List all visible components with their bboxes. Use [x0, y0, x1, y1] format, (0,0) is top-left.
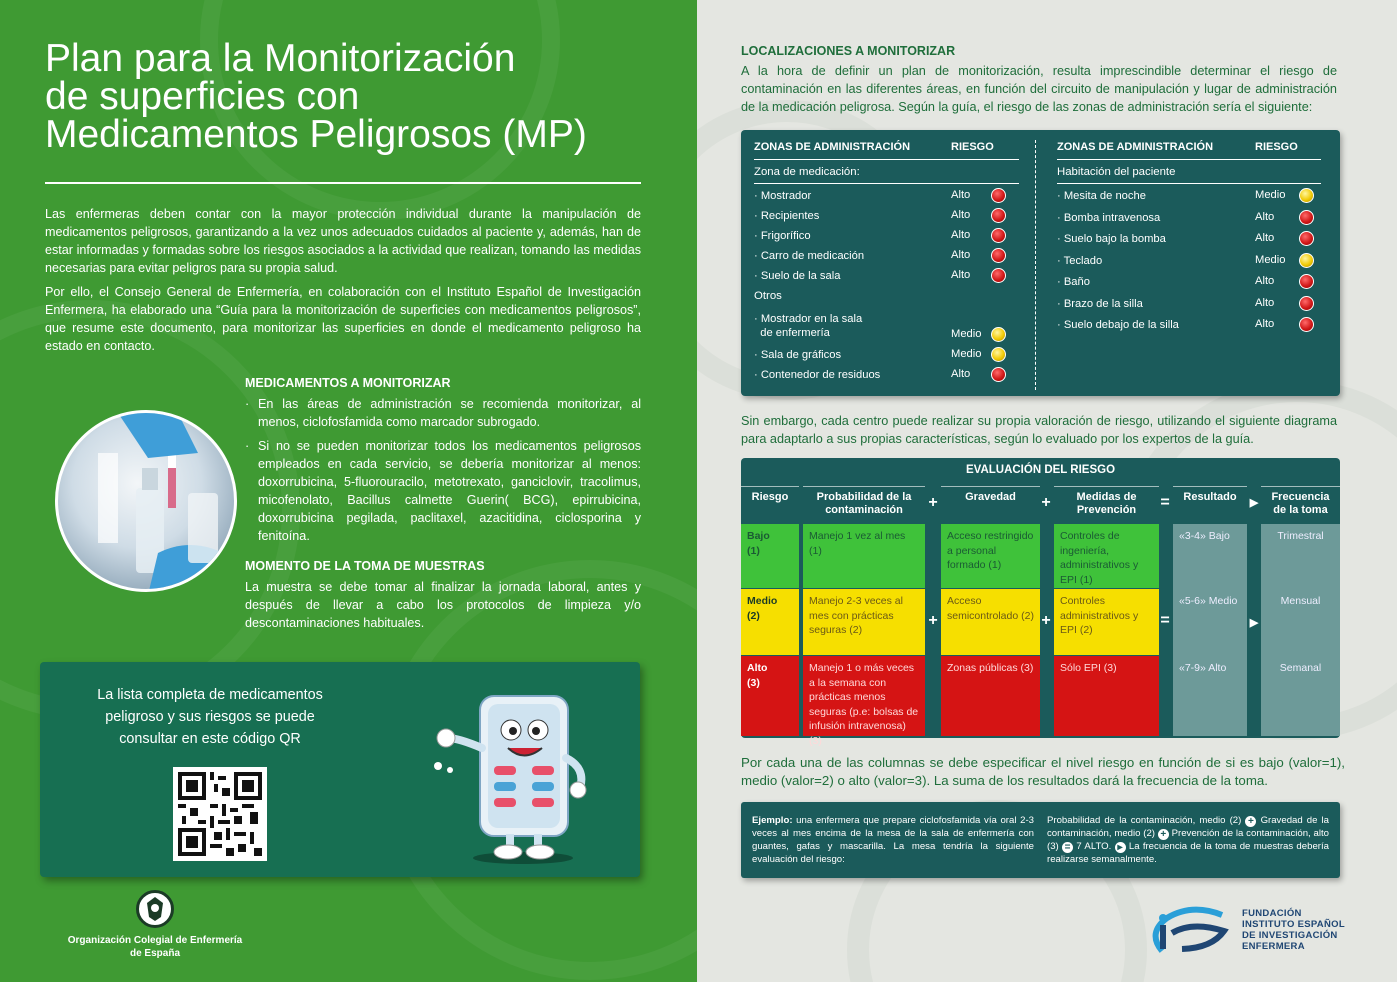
col-zone: ZONAS DE ADMINISTRACIÓN: [1057, 141, 1214, 153]
intro-paragraph: Las enfermeras deben contar con la mayor protección individual durante la manipulación de medicamentos peligrosos, garantizando a la vez unos adecuados cuidados al paciente y, además, han de estar informadas y formadas sobre los riesgos asociados a la actividad que realizan, tomando las medidas necesarias para evitar peligros para su propia salud.: [45, 207, 641, 275]
zone-row: · Recipientes: [754, 210, 820, 222]
risk-high-icon: [1299, 210, 1314, 225]
example-text: Ejemplo: una enfermera que prepare ciclofosfamida vía oral 2-3 veces al mes encima de la mesa de la sala de enfermería con guantes, gafas y mascarilla. La mesa tendría la siguiente evaluación del riesgo:: [752, 815, 1034, 865]
freq-cell: Semanal: [1279, 662, 1322, 674]
grav-cell: Acceso restringido a personal formado (1): [941, 524, 1040, 588]
risk-evaluation-table: [741, 458, 1340, 747]
result-cell: «7-9» Alto: [1179, 662, 1227, 674]
org-emblem-icon: [136, 890, 174, 928]
qr-text: La lista completa de medicamentos peligroso y sus riesgos se puede consultar en este código QR: [97, 687, 323, 747]
risk-high-icon: [991, 268, 1006, 283]
prob-cell: Manejo 2-3 veces al mes con prácticas seguras (2): [803, 589, 925, 655]
equals-icon: =: [1160, 494, 1170, 511]
col-zone: ZONAS DE ADMINISTRACIÓN: [754, 141, 911, 153]
equals-icon: =: [1160, 612, 1170, 629]
zone-row: · Contenedor de residuos: [754, 369, 881, 381]
zone-row: · Sala de gráficos: [754, 349, 842, 361]
eval-title: EVALUACIÓN DEL RIESGO: [965, 464, 1116, 476]
title-divider: [45, 182, 641, 184]
sample-section: [245, 559, 641, 632]
zone-row: · Teclado: [1057, 255, 1103, 267]
org-name: Organización Colegial de Enfermería: [67, 935, 243, 946]
page-title: Plan para la Monitorización de superficies con Medicamentos Peligrosos (MP): [45, 37, 587, 156]
prev-cell: Sólo EPI (3): [1054, 656, 1159, 736]
zone-row: · Carro de medicación: [754, 250, 865, 262]
zone-group: Zona de medicación:: [754, 166, 860, 178]
plus-circle-icon: +: [1158, 829, 1169, 840]
freq-column: [1261, 524, 1340, 736]
qr-box: [40, 662, 640, 877]
lab-photo: [55, 410, 237, 592]
zones-table: ZONAS DE ADMINISTRACIÓN RIESGO Zona de medicación: · Mostrador Alto · Recipientes Alto · Frigorífico Alto · Carro de medicación Alto · Suelo de la sala Alto Otros · Mostrador en la sala de enfermería Medio · Sala de gráficos Medio · Contenedor de residuos Alto ZONAS DE ADMINISTRACIÓN RIESGO Habitación del paciente · Mesita de noche Medio · Bomba intravenosa Alto · Suelo bajo la bomba Alto · Teclado Medio · Baño Alto · Brazo de la silla Alto · Suelo debajo de la silla Alto: [741, 130, 1340, 396]
equals-circle-icon: =: [1062, 842, 1073, 853]
risk-high-icon: [1299, 231, 1314, 246]
plus-icon: +: [928, 612, 938, 629]
plus-icon: +: [1041, 612, 1051, 629]
risk-high-icon: [1299, 296, 1314, 311]
freq-cell: Mensual: [1280, 595, 1321, 607]
arrow-right-icon: ▶: [1249, 497, 1259, 509]
intro-text: [45, 205, 641, 361]
eval-header: Frecuencia de la toma: [1261, 486, 1340, 521]
ieie-name: FUNDACIÓN INSTITUTO ESPAÑOL DE INVESTIGACIÓN ENFERMERA: [1242, 908, 1345, 952]
org-logo: [60, 890, 250, 960]
meds-heading: MEDICAMENTOS A MONITORIZAR: [245, 376, 451, 390]
risk-high-icon: [991, 228, 1006, 243]
arrow-circle-icon: ▸: [1115, 842, 1126, 853]
prev-cell: Controles administrativos y EPI (2): [1054, 589, 1159, 655]
zone-row: · Mostrador: [754, 190, 812, 202]
col-risk: RIESGO: [1255, 141, 1298, 153]
left-panel: [0, 0, 697, 982]
zone-row: · Mesita de noche: [1057, 190, 1146, 202]
example-box: [741, 802, 1340, 878]
zone-row: · Bomba intravenosa: [1057, 212, 1161, 224]
risk-medium-icon: [1299, 253, 1314, 268]
grav-cell: Zonas públicas (3): [941, 656, 1040, 736]
meds-item: · Si no se pueden monitorizar todos los medicamentos peligrosos empleados en cada servicio, se debería monitorizar al menos: doxorrubicina, 5-fluorouracilo, metotrexato, ganciclovir, tracolimus, micofenolato, Bacillus calmette Guerin( BCG), epirrubicina, doxorrubicina pegilada, paclitaxel, azacitidina, ciclosporina y fenitoína.: [245, 437, 641, 545]
org-name-2: de España: [129, 948, 181, 959]
result-cell: «3-4» Bajo: [1179, 530, 1230, 542]
risk-high-icon: [991, 188, 1006, 203]
risk-high-icon: [991, 367, 1006, 382]
intro-paragraph: Por ello, el Consejo General de Enfermería, en colaboración con el Instituto Español de Investigación Enfermera, ha elaborado una “Guía para la monitorización de superficies con medicamentos peligrosos”, que resume este documento, para monitorizar las superficies en donde el medicamento peligroso ha estado en contacto.: [45, 285, 641, 353]
example-result: Probabilidad de la contaminación, medio (2) + Gravedad de la contaminación, medio (2) + Prevención de la contaminación, alto (3) = 7 ALTO. ▸ La frecuencia de la toma de muestras debería realizarse semanalmente.: [1047, 815, 1330, 865]
risk-medium-icon: [991, 347, 1006, 362]
arrow-right-icon: ▶: [1249, 617, 1259, 629]
plus-circle-icon: +: [1245, 816, 1256, 827]
prob-cell: Manejo 1 vez al mes (1): [803, 524, 925, 588]
pill-blister-mascot: [408, 678, 608, 868]
ieie-emblem-icon: [1142, 903, 1237, 958]
risk-high-icon: [1299, 274, 1314, 289]
zone-row: · Suelo debajo de la silla: [1057, 319, 1179, 331]
sample-text: La muestra se debe tomar al finalizar la jornada laboral, antes y después de llevar a cabo los protocolos de limpieza y/o descontaminaciones habituales.: [245, 580, 641, 630]
prob-cell: Manejo 1 o más veces a la semana con prácticas menos seguras (p.e: bolsas de infusión intravenosa) (3): [803, 656, 925, 736]
zone-row: · Brazo de la silla: [1057, 298, 1143, 310]
zone-row: · Suelo bajo la bomba: [1057, 233, 1166, 245]
qr-code[interactable]: [173, 767, 267, 861]
result-cell: «5-6» Medio: [1179, 595, 1238, 607]
risk-level-low: Bajo (1): [741, 524, 799, 588]
freq-cell: Trimestral: [1277, 530, 1324, 542]
zone-row: · Suelo de la sala: [754, 270, 841, 282]
eval-header: Riesgo: [741, 486, 799, 521]
col-risk: RIESGO: [951, 141, 994, 153]
zone-row: · Mostrador en la sala de enfermería: [754, 313, 863, 339]
prev-cell: Controles de ingeniería, administrativos y EPI (1): [1054, 524, 1159, 588]
column-divider: [1035, 140, 1036, 390]
result-column: [1173, 524, 1247, 736]
loc-heading: LOCALIZACIONES A MONITORIZAR: [741, 44, 956, 58]
ieie-logo: [1142, 903, 1392, 963]
zone-group: Otros: [754, 290, 782, 302]
loc-text: A la hora de definir un plan de monitorización, resulta imprescindible determinar el riesgo de contaminación en las diferentes áreas, en función del circuito de manipulación y lugar de administración de la medicación peligrosa. Según la guía, el riesgo de las zonas de administración sería el siguiente:: [741, 64, 1337, 114]
bottom-text: Por cada una de las columnas se debe especificar el nivel riesgo en función de si es bajo (valor=1), medio (valor=2) o alto (valor=3). La suma de los resultados dará la frecuencia de la toma.: [741, 755, 1345, 788]
mid-text: Sin embargo, cada centro puede realizar su propia valoración de riesgo, utilizando el siguiente diagrama para adaptarlo a sus propias características, según lo evaluado por los expertos de la guía.: [741, 414, 1337, 446]
risk-medium-icon: [1299, 188, 1314, 203]
zone-row: · Frigorífico: [754, 230, 811, 242]
eval-header: Medidas de Prevención: [1054, 486, 1159, 521]
eval-header: Gravedad: [941, 486, 1040, 521]
plus-icon: +: [928, 494, 938, 511]
zone-group: Habitación del paciente: [1057, 166, 1176, 178]
meds-section: [245, 376, 641, 551]
sample-heading: MOMENTO DE LA TOMA DE MUESTRAS: [245, 559, 485, 573]
right-panel: [697, 0, 1397, 982]
plus-icon: +: [1041, 494, 1051, 511]
risk-level-high: Alto (3): [741, 656, 799, 736]
risk-high-icon: [1299, 317, 1314, 332]
eval-header: Probabilidad de la contaminación: [803, 486, 925, 521]
risk-medium-icon: [991, 327, 1006, 342]
risk-high-icon: [991, 248, 1006, 263]
risk-level-medium: Medio (2): [741, 589, 799, 655]
zone-row: · Baño: [1057, 276, 1090, 288]
meds-item: · En las áreas de administración se recomienda monitorizar, al menos, ciclofosfamida como marcador subrogado.: [245, 395, 641, 431]
risk-high-icon: [991, 208, 1006, 223]
eval-header: Resultado: [1173, 486, 1247, 521]
grav-cell: Acceso semicontrolado (2): [941, 589, 1040, 655]
